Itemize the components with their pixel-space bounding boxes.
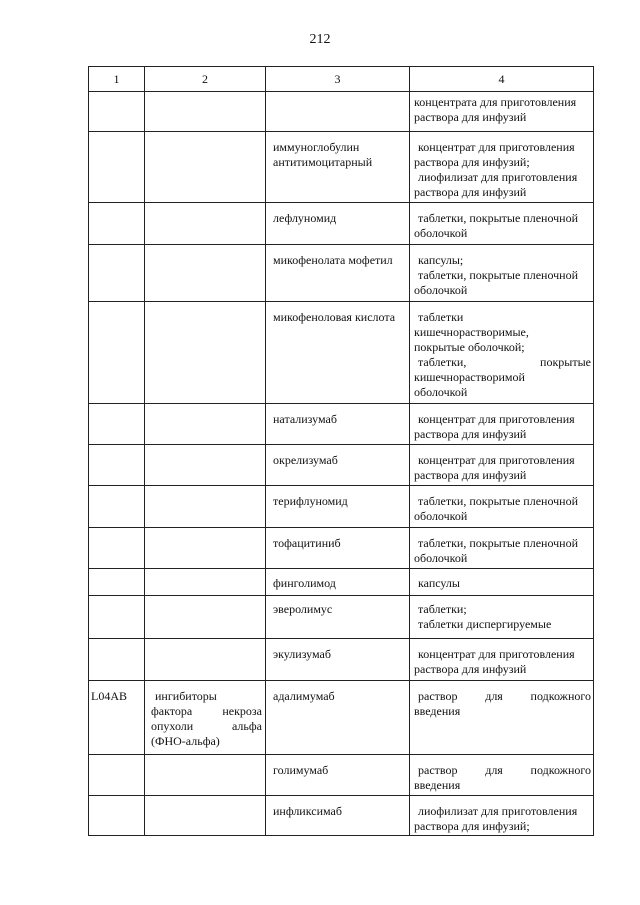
form-line: кишечнорастворимые, <box>414 325 529 339</box>
group-cell <box>145 796 266 836</box>
table-row <box>89 445 594 486</box>
group-cell <box>145 404 266 445</box>
form-line: раствора для инфузий <box>414 110 527 124</box>
table-row <box>89 639 594 681</box>
code-cell <box>89 92 145 132</box>
group-cell <box>145 203 266 245</box>
form-line: таблетки, покрытые пленочной <box>418 536 579 550</box>
forms-cell <box>410 755 594 796</box>
group-line: опухоли альфа <box>151 719 262 733</box>
form-line: раствора для инфузий <box>414 185 527 199</box>
table-header-row <box>89 67 594 92</box>
form-line: раствора для инфузий; <box>414 819 530 833</box>
drug-cell: инфликсимаб <box>266 796 410 836</box>
group-cell <box>145 486 266 528</box>
group-cell <box>145 445 266 486</box>
drug-cell: экулизумаб <box>266 639 410 681</box>
group-line: ингибиторы <box>155 689 217 703</box>
group-cell <box>145 596 266 639</box>
form-line: введения <box>414 704 461 718</box>
column-header: 2 <box>145 67 266 92</box>
table-row <box>89 796 594 836</box>
drug-cell: натализумаб <box>266 404 410 445</box>
table-row <box>89 528 594 569</box>
forms-cell <box>410 596 594 639</box>
form-line: раствора для инфузий <box>414 468 527 482</box>
code-cell <box>89 203 145 245</box>
table-row <box>89 596 594 639</box>
group-cell <box>145 132 266 203</box>
form-line: таблетки диспергируемые <box>418 617 552 631</box>
form-line: кишечнорастворимой <box>414 370 525 384</box>
form-line: лиофилизат для приготовления <box>418 804 578 818</box>
form-line: оболочкой <box>414 509 468 523</box>
table-row <box>89 245 594 302</box>
code-cell <box>89 528 145 569</box>
table-row <box>89 132 594 203</box>
code-cell <box>89 569 145 596</box>
drug-cell: микофеноловая кислота <box>266 302 410 404</box>
group-line: (ФНО-альфа) <box>151 734 220 748</box>
form-line: таблетки <box>418 310 464 324</box>
code-cell <box>89 404 145 445</box>
form-line: раствора для инфузий <box>414 427 527 441</box>
form-line: концентрат для приготовления <box>418 453 575 467</box>
drug-cell: иммуноглобулин антитимоцитарный <box>266 132 410 203</box>
drug-cell: адалимумаб <box>266 681 410 755</box>
code-cell <box>89 486 145 528</box>
table-row <box>89 486 594 528</box>
forms-cell <box>410 245 594 302</box>
drug-cell: микофенолата мофетил <box>266 245 410 302</box>
form-line: раствора для инфузий <box>414 662 527 676</box>
code-cell <box>89 596 145 639</box>
form-line: раствора для инфузий; <box>414 155 530 169</box>
form-line: оболочкой <box>414 551 468 565</box>
form-line: лиофилизат для приготовления <box>418 170 578 184</box>
code-cell <box>89 796 145 836</box>
drug-cell: эверолимус <box>266 596 410 639</box>
forms-cell <box>410 302 594 404</box>
group-cell <box>145 755 266 796</box>
form-line: концентрат для приготовления <box>418 140 575 154</box>
table-row <box>89 755 594 796</box>
page-number: 212 <box>309 32 331 47</box>
drug-cell: тофацитиниб <box>266 528 410 569</box>
form-line: раствор для подкожного <box>418 689 591 703</box>
drug-cell: лефлуномид <box>266 203 410 245</box>
forms-cell <box>410 528 594 569</box>
form-line: оболочкой <box>414 283 468 297</box>
form-line: раствор для подкожного <box>418 763 591 777</box>
form-line: введения <box>414 778 461 792</box>
drug-cell <box>266 92 410 132</box>
forms-cell <box>410 569 594 596</box>
column-header: 4 <box>410 67 594 92</box>
forms-cell <box>410 92 594 132</box>
forms-cell <box>410 796 594 836</box>
forms-cell <box>410 445 594 486</box>
form-line: концентрата для приготовления <box>414 95 577 109</box>
group-cell <box>145 302 266 404</box>
form-line: концентрат для приготовления <box>418 412 575 426</box>
form-line: покрытые оболочкой; <box>414 340 525 354</box>
table-row <box>89 404 594 445</box>
form-line: таблетки, покрытые пленочной <box>418 268 579 282</box>
group-cell <box>145 681 266 755</box>
code-cell <box>89 302 145 404</box>
form-line: таблетки; <box>418 602 467 616</box>
forms-cell <box>410 132 594 203</box>
group-line: фактора некроза <box>151 704 262 718</box>
table-row <box>89 92 594 132</box>
form-line: капсулы <box>418 576 460 590</box>
form-line: концентрат для приготовления <box>418 647 575 661</box>
group-cell <box>145 528 266 569</box>
code-cell <box>89 245 145 302</box>
column-header: 1 <box>89 67 145 92</box>
code-cell <box>89 445 145 486</box>
group-cell <box>145 639 266 681</box>
code-cell: L04AB <box>89 681 145 755</box>
table-row <box>89 681 594 755</box>
forms-cell <box>410 486 594 528</box>
drug-table <box>88 66 594 836</box>
group-cell <box>145 92 266 132</box>
forms-cell <box>410 404 594 445</box>
form-line: капсулы; <box>418 253 464 267</box>
form-line: таблетки, покрытые пленочной <box>418 211 579 225</box>
form-line: таблетки, покрытые <box>418 355 591 369</box>
table-row <box>89 203 594 245</box>
table-row <box>89 302 594 404</box>
group-cell <box>145 569 266 596</box>
drug-cell: голимумаб <box>266 755 410 796</box>
form-line: оболочкой <box>414 385 468 399</box>
code-cell <box>89 132 145 203</box>
drug-cell: окрелизумаб <box>266 445 410 486</box>
forms-cell <box>410 639 594 681</box>
group-cell <box>145 245 266 302</box>
code-cell <box>89 639 145 681</box>
column-header: 3 <box>266 67 410 92</box>
form-line: оболочкой <box>414 226 468 240</box>
form-line: таблетки, покрытые пленочной <box>418 494 579 508</box>
table-row <box>89 569 594 596</box>
drug-cell: терифлуномид <box>266 486 410 528</box>
forms-cell <box>410 203 594 245</box>
drug-cell: финголимод <box>266 569 410 596</box>
forms-cell <box>410 681 594 755</box>
code-cell <box>89 755 145 796</box>
